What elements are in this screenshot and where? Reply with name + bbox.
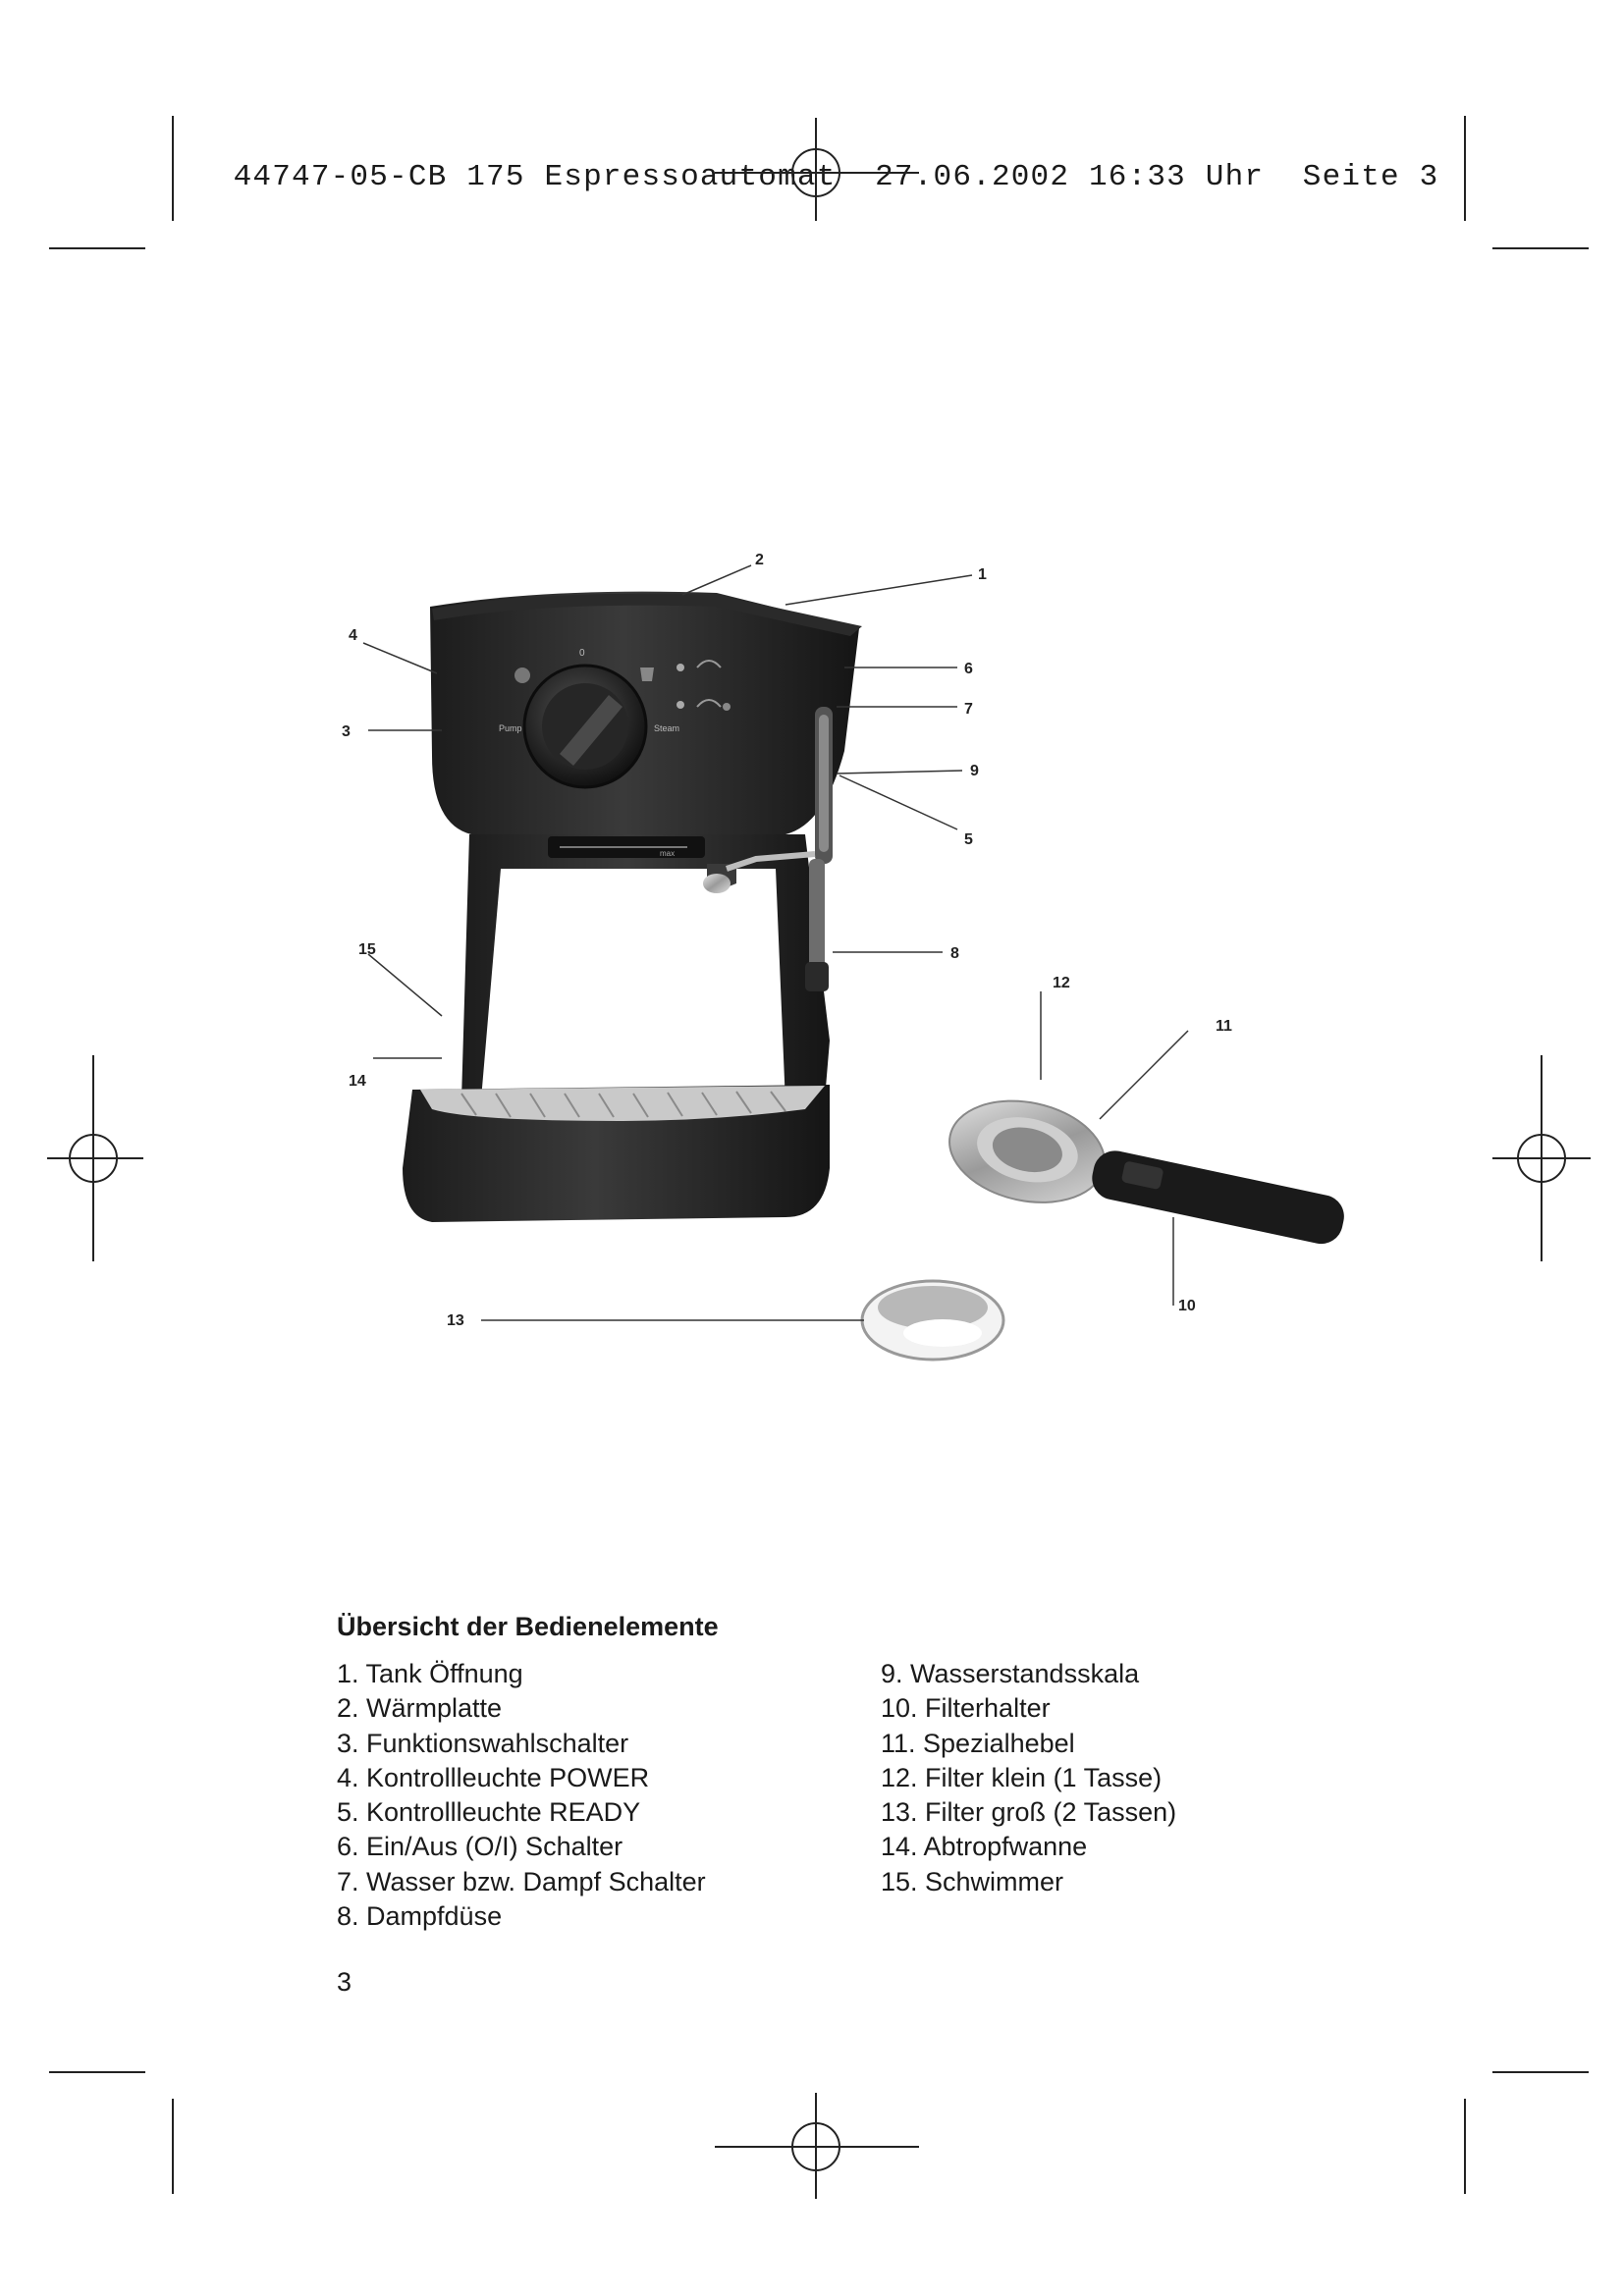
header-date-time: 27.06.2002 16:33 Uhr [875,160,1265,194]
legend-column-left [337,1657,706,1934]
machine-arch [540,883,746,1041]
legend-item-15: 15. Schwimmer [881,1866,1064,1896]
legend-item-12: 12. Filter klein (1 Tasse) [881,1762,1163,1792]
ready-light [677,701,684,709]
page-number: 3 [337,1967,352,1997]
callout-line-15 [368,954,442,1016]
legend-item-6: 6. Ein/Aus (O/I) Schalter [337,1832,623,1862]
steam-nozzle [805,962,829,991]
callout-line-4 [363,643,437,673]
legend-item-14: 14. Abtropfwanne [881,1832,1088,1862]
legend-item-4: 4. Kontrollleuchte POWER [337,1762,650,1792]
header-page: Seite 3 [1302,160,1439,194]
callout-15: 15 [358,941,376,958]
filter-small [862,1281,1003,1360]
callout-5: 5 [964,831,973,848]
callout-line-11 [1100,1031,1188,1119]
callout-8: 8 [950,945,959,962]
legend-item-11: 11. Spezialhebel [881,1728,1075,1758]
cup-icon-right [640,667,654,681]
registration-mark-top [715,118,919,221]
callout-10: 10 [1178,1298,1196,1314]
dial-label-zero: 0 [579,648,585,659]
legend-item-9: 9. Wasserstandsskala [881,1659,1140,1688]
callout-line-1 [785,575,972,605]
callout-12: 12 [1053,975,1070,991]
callout-11: 11 [1216,1018,1232,1035]
callout-1: 1 [978,566,987,583]
callout-14: 14 [349,1073,366,1090]
callout-line-2 [682,565,751,595]
callout-2: 2 [755,552,764,568]
callout-6: 6 [964,661,973,677]
steam-wand [809,859,825,977]
legend-item-3: 3. Funktionswahlschalter [337,1728,629,1758]
legend-column-right [881,1657,1176,1899]
legend-item-13: 13. Filter groß (2 Tassen) [881,1797,1177,1828]
callout-13: 13 [447,1312,464,1329]
power-light [677,664,684,671]
header-file-name: 44747-05-CB 175 Espressoautomat [233,160,837,194]
callout-9: 9 [970,763,979,779]
registration-mark-bottom [715,2093,919,2199]
registration-mark-right [1492,1055,1591,1261]
callout-line-5 [839,775,957,829]
cup-icon-left [514,667,530,683]
callout-line-9 [837,771,962,774]
callout-3: 3 [342,723,351,740]
legend-title: Übersicht der Bedienelemente [337,1612,719,1641]
legend-item-10: 10. Filterhalter [881,1693,1051,1724]
registration-mark-left [47,1055,143,1261]
dial-label-pump: Pump [499,723,522,733]
scale-label: max [660,849,676,858]
legend-item-8: 8. Dampfdüse [337,1901,503,1932]
legend-item-5: 5. Kontrollleuchte READY [337,1797,641,1828]
dial-label-steam: Steam [654,723,680,733]
legend-item-7: 7. Wasser bzw. Dampf Schalter [337,1866,706,1896]
legend-item-2: 2. Wärmplatte [337,1693,503,1724]
callout-7: 7 [964,701,973,718]
espresso-machine-figure [295,530,1414,1414]
legend-item-1: 1. Tank Öffnung [337,1659,523,1688]
callout-4: 4 [349,627,357,644]
filter-holder [940,1088,1354,1267]
